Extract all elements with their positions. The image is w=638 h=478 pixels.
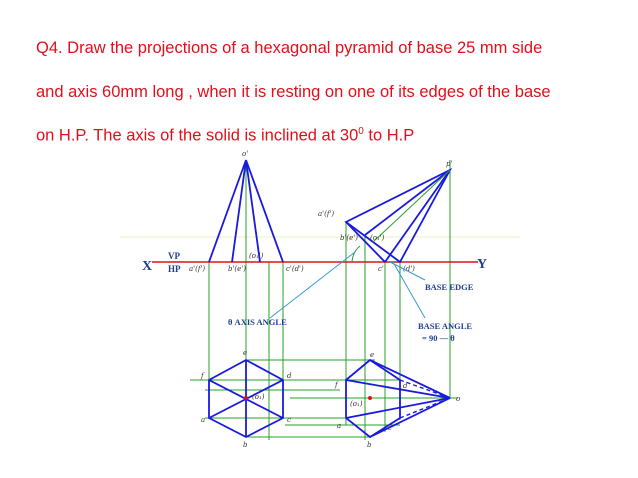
question-line-3-end: to H.P bbox=[363, 126, 415, 145]
tv1-b-label: b bbox=[243, 441, 248, 449]
tv1-f-label: f bbox=[201, 372, 204, 380]
tv2-e-label: e bbox=[370, 351, 375, 359]
tv2-b-label: b bbox=[367, 441, 372, 449]
axis-angle-caption: θ AXIS ANGLE bbox=[228, 317, 287, 327]
vp-label: VP bbox=[168, 251, 180, 261]
fv1-apex-label: o' bbox=[242, 150, 249, 158]
axis-y-label: Y bbox=[477, 257, 488, 272]
fv2-d-label: (d') bbox=[403, 265, 415, 273]
tv1-c-label: c bbox=[287, 416, 291, 424]
fv2-af-label: a'(f') bbox=[318, 210, 335, 218]
fv1-edge-d bbox=[246, 160, 283, 262]
tv2-hidden-edge-c bbox=[400, 398, 450, 418]
fv2-be-label: b'(e') bbox=[340, 234, 358, 242]
tv2-a-label: a bbox=[337, 422, 342, 430]
fv1-edge-b bbox=[232, 160, 246, 262]
fv2-o1-label: (o₁') bbox=[370, 234, 385, 242]
question-line-1: Q4. Draw the projections of a hexagonal pyramid of base 25 mm side bbox=[36, 39, 543, 57]
fv2-axis bbox=[373, 170, 450, 242]
fv1-be-label: b'(e') bbox=[228, 265, 246, 273]
fv2-edge-c bbox=[385, 170, 450, 262]
axis-x-label: X bbox=[142, 259, 153, 274]
tv2-center-point bbox=[368, 396, 372, 400]
question-line-3-text: on H.P. The axis of the solid is inclined at 30 bbox=[36, 126, 359, 145]
fv2-apex-label: p' bbox=[446, 160, 453, 168]
tv2-f-label: f bbox=[335, 381, 338, 389]
tv2-edge-f bbox=[346, 380, 450, 398]
fv1-edge-a bbox=[209, 160, 246, 262]
fv1-cd-label: c'(d') bbox=[286, 265, 304, 273]
tv2-hidden-edge-d bbox=[400, 380, 450, 398]
fv2-axis-lines bbox=[352, 170, 450, 262]
front-view-2 bbox=[346, 170, 450, 262]
fv1-o1-label: (o₁') bbox=[249, 252, 264, 260]
tv2-edge-e bbox=[370, 360, 450, 398]
fv1-af-label: a'(f') bbox=[189, 265, 206, 273]
tv2-edge-b bbox=[370, 398, 450, 437]
fv2-c-label: c' bbox=[378, 265, 384, 273]
tv2-o-label: o bbox=[456, 395, 461, 403]
tv1-o1-label: (o₁) bbox=[252, 393, 265, 401]
base-edge-caption: BASE EDGE bbox=[425, 282, 474, 292]
fv1-edge-c bbox=[246, 160, 260, 262]
question-line-2: and axis 60mm long , when it is resting on one of its edges of the base bbox=[36, 83, 551, 101]
tv2-d-label: d bbox=[403, 382, 408, 390]
hp-label: HP bbox=[168, 264, 181, 274]
tv1-d-label: d bbox=[287, 372, 292, 380]
tv2-o1-label: (o₁) bbox=[350, 400, 363, 408]
tv1-a-label: a bbox=[201, 416, 206, 424]
tv1-center-point bbox=[244, 396, 248, 400]
base-angle-formula: = 90 — θ bbox=[422, 333, 455, 343]
degree-superscript: 0 bbox=[358, 126, 364, 137]
tv1-e-label: e bbox=[243, 349, 248, 357]
tv2-c-label: c bbox=[388, 424, 392, 432]
fv2-outline bbox=[346, 170, 450, 262]
fv2-edge-b bbox=[365, 170, 450, 235]
base-angle-caption: BASE ANGLE bbox=[418, 321, 473, 331]
